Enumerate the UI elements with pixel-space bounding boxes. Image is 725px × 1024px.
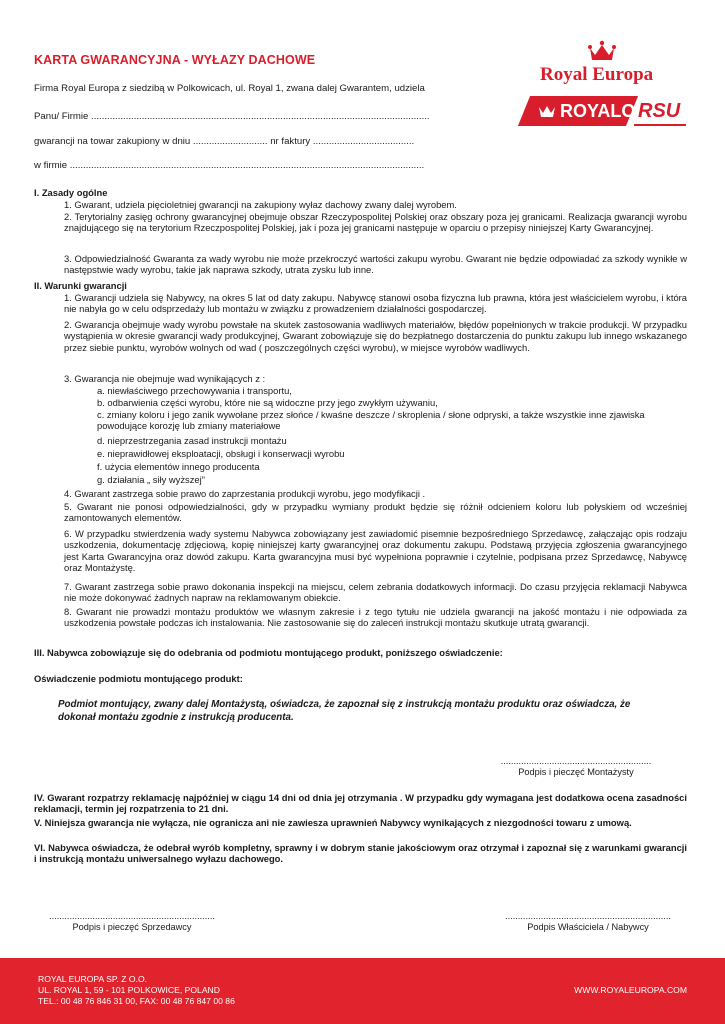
section-2-p3: 3. Gwarancja nie obejmuje wad wynikających z : [64,373,266,384]
section-1-heading: I. Zasady ogólne [34,187,108,198]
installer-statement: Podmiot montujący, zwany dalej Montażystą, oświadcza, że zapoznał się z instrukcją montażu produktu oraz oświadcza, że dokonał montażu zgodnie z instrukcją producenta. [58,699,631,723]
rsu-wordmark: RSU [638,100,681,122]
section-5-text: V. Niniejsza gwarancja nie wyłącza, nie ogranicza ani nie zawiesza uprawnień Nabywcy wynikających z niezgodności towaru z umową. [34,817,632,828]
section-1-p2: 2. Terytorialny zasięg ochrony gwarancyjnej obejmuje obszar Rzeczypospolitej Polskiej oraz obszary poza jej granicami. Realizacja gwarancji wyrobu znajdującego się na terytorium Rzeczpospolitej Polskiej, jak i poza jej granicami następuje w oparciu o przepisy niniejszej Karty Gwarancyjnej. [64,211,687,234]
footer-address: UL. ROYAL 1, 59 - 101 POLKOWICE, POLAND [38,985,220,995]
section-1-p1: 1. Gwarant, udziela pięcioletniej gwarancji na zakupiony wyłaz dachowy zwany dalej wyrobem. [64,199,457,210]
seller-signature-line[interactable]: ................................................................. [49,911,215,921]
section-3-heading: III. Nabywca zobowiązuje się do odebrania od podmiotu montującego produkt, poniższego oświadczenie: [34,647,503,658]
section-2-p2: 2. Gwarancja obejmuje wady wyrobu powstałe na skutek zastosowania wadliwych materiałów, błędów popełnionych w trakcie produkcji. W przypadku wystąpienia w okresie gwarancji wady produkcyjnej, Gwarant zobowiązuje się do bezpłatnego dostarczenia do punktu zakupu lub innego wskazanego przez siebie punktu, wyrobów wolnych od wad ( poszczególnych części wyrobu), w miejsce wyrobów wadliwych. [64,319,687,353]
section-6-text: VI. Nabywca oświadcza, że odebrał wyrób kompletny, sprawny i w dobrym stanie jakościowym oraz otrzymał i zapoznał się z warunkami gwarancji i instrukcją montażu uniwersalnego wyłazu dachowego. [34,842,687,865]
footer-company: ROYAL EUROPA SP. Z O.O. [38,974,148,984]
buyer-signature-label: Podpis Właściciela / Nabywcy [527,922,649,932]
royal-europa-wordmark: Royal Europa [540,64,654,85]
royalo-crown-icon [538,104,556,118]
footer-phone: TEL.: 00 48 76 846 31 00, FAX: 00 48 76 847 00 86 [38,996,235,1006]
section-2-p6: 6. W przypadku stwierdzenia wady systemu Nabywca zobowiązany jest zawiadomić pisemnie bezpośredniego Sprzedawcę, załączając opis rodzaju uszkodzenia, dokumentację zdjęciową, kopię niniejszej karty gwarancyjnej oraz dokumentu zakupu. Podstawą przyjęcia zgłoszenia gwarancyjnego jest Karta Gwarancyjna oraz dowód zakupu. Karta gwarancyjna musi być wypełniona poprawnie i czytelnie, podpisana przez Sprzedawcę, Nabywcę oraz Montażystę. [64,528,687,574]
installer-signature-line[interactable]: ........................................................... [500,756,652,766]
royal-europa-logo [520,40,690,135]
company-line: Firma Royal Europa z siedzibą w Polkowicach, ul. Royal 1, zwana dalej Gwarantem, udziela [34,83,425,94]
section-1-p3: 3. Odpowiedzialność Gwaranta za wady wyrobu nie może przekroczyć wartości zakupu wyrobu. Gwarant nie będzie odpowiadać za szkody wynikłe w następstwie wady wyrobu, takie jak naprawa szkody, utrata zysku lub inne. [64,253,687,276]
buyer-signature-line[interactable]: ................................................................. [505,911,671,921]
footer [0,958,725,1024]
list-item: c. zmiany koloru i jego zanik wywołane przez słońce / kwaśne deszcze / skroplenia / słone odpryski, a także wszystkie inne zjawiska powodujące korozję lub zmiany materiałowe [97,409,645,432]
royalo-wordmark: ROYALO [560,101,636,121]
document-title: KARTA GWARANCYJNA - WYŁAZY DACHOWE [34,53,316,67]
installer-statement-heading: Oświadczenie podmiotu montującego produkt: [34,673,243,684]
section-2-heading: II. Warunki gwarancji [34,280,127,291]
customer-field: Panu/ Firmie ............................................................................................................................... [34,111,430,122]
list-item: a. niewłaściwego przechowywania i transportu, [97,385,292,396]
list-item: d. nieprzestrzegania zasad instrukcji montażu [97,435,287,446]
section-2-p4: 4. Gwarant zastrzega sobie prawo do zaprzestania produkcji wyrobu, jego modyfikacji . [64,488,426,499]
crown-icon [587,40,617,62]
list-item: b. odbarwienia części wyrobu, które nie są widoczne przy jego zwykłym używaniu, [97,397,438,408]
section-2-p8: 8. Gwarant nie prowadzi montażu produktów we własnym zakresie i z tego tytułu nie udziela gwarancji na jakość montażu i nie odpowiada za uszkodzenia powstałe podczas ich instalowania. Nie zastosowanie się do zaleceń instrukcji montażu skutkuje utratą gwarancji. [64,606,687,629]
purchase-date-invoice-field: gwarancji na towar zakupiony w dniu ............................ nr faktury ...................................... [34,136,415,147]
list-item: e. nieprawidłowej eksploatacji, obsługi i konserwacji wyrobu [97,448,345,459]
list-item: f. użycia elementów innego producenta [97,461,260,472]
section-2-p5: 5. Gwarant nie ponosi odpowiedzialności, gdy w przypadku wymiany produkt będzie się różnił odcieniem koloru lub połyskiem od wcześniej zamontowanych elementów. [64,501,687,524]
section-4-text: IV. Gwarant rozpatrzy reklamację najpóźniej w ciągu 14 dni od dnia jej otrzymania . W przypadku gdy wymagana jest dodatkowa ocena zasadności reklamacji, termin jej rozpatrzenia to 21 dni. [34,792,687,815]
seller-signature-label: Podpis i pieczęć Sprzedawcy [72,922,192,932]
section-2-p1: 1. Gwarancji udziela się Nabywcy, na okres 5 lat od daty zakupu. Nabywcę stanowi osoba fizyczna lub prawna, która jest właścicielem wyrobu, i która nie nabyła go w celu odsprzedaży lub montażu w związku z prowadzeniem działalności gospodarczej. [64,292,687,315]
section-2-p7: 7. Gwarant zastrzega sobie prawo dokonania inspekcji na miejscu, celem zebrania dodatkowych informacji. Do czasu przyjęcia reklamacji Nabywca nie może dokonywać żadnych napraw na reklamowanym obiekcie. [64,581,687,604]
installer-signature-label: Podpis i pieczęć Montażysty [518,767,634,777]
list-item: g. działania „ siły wyższej” [97,474,205,485]
footer-website-link[interactable]: WWW.ROYALEUROPA.COM [574,985,687,995]
rsu-underline [634,124,686,126]
shop-field: w firmie ..................................................................................................................................... [34,160,425,171]
